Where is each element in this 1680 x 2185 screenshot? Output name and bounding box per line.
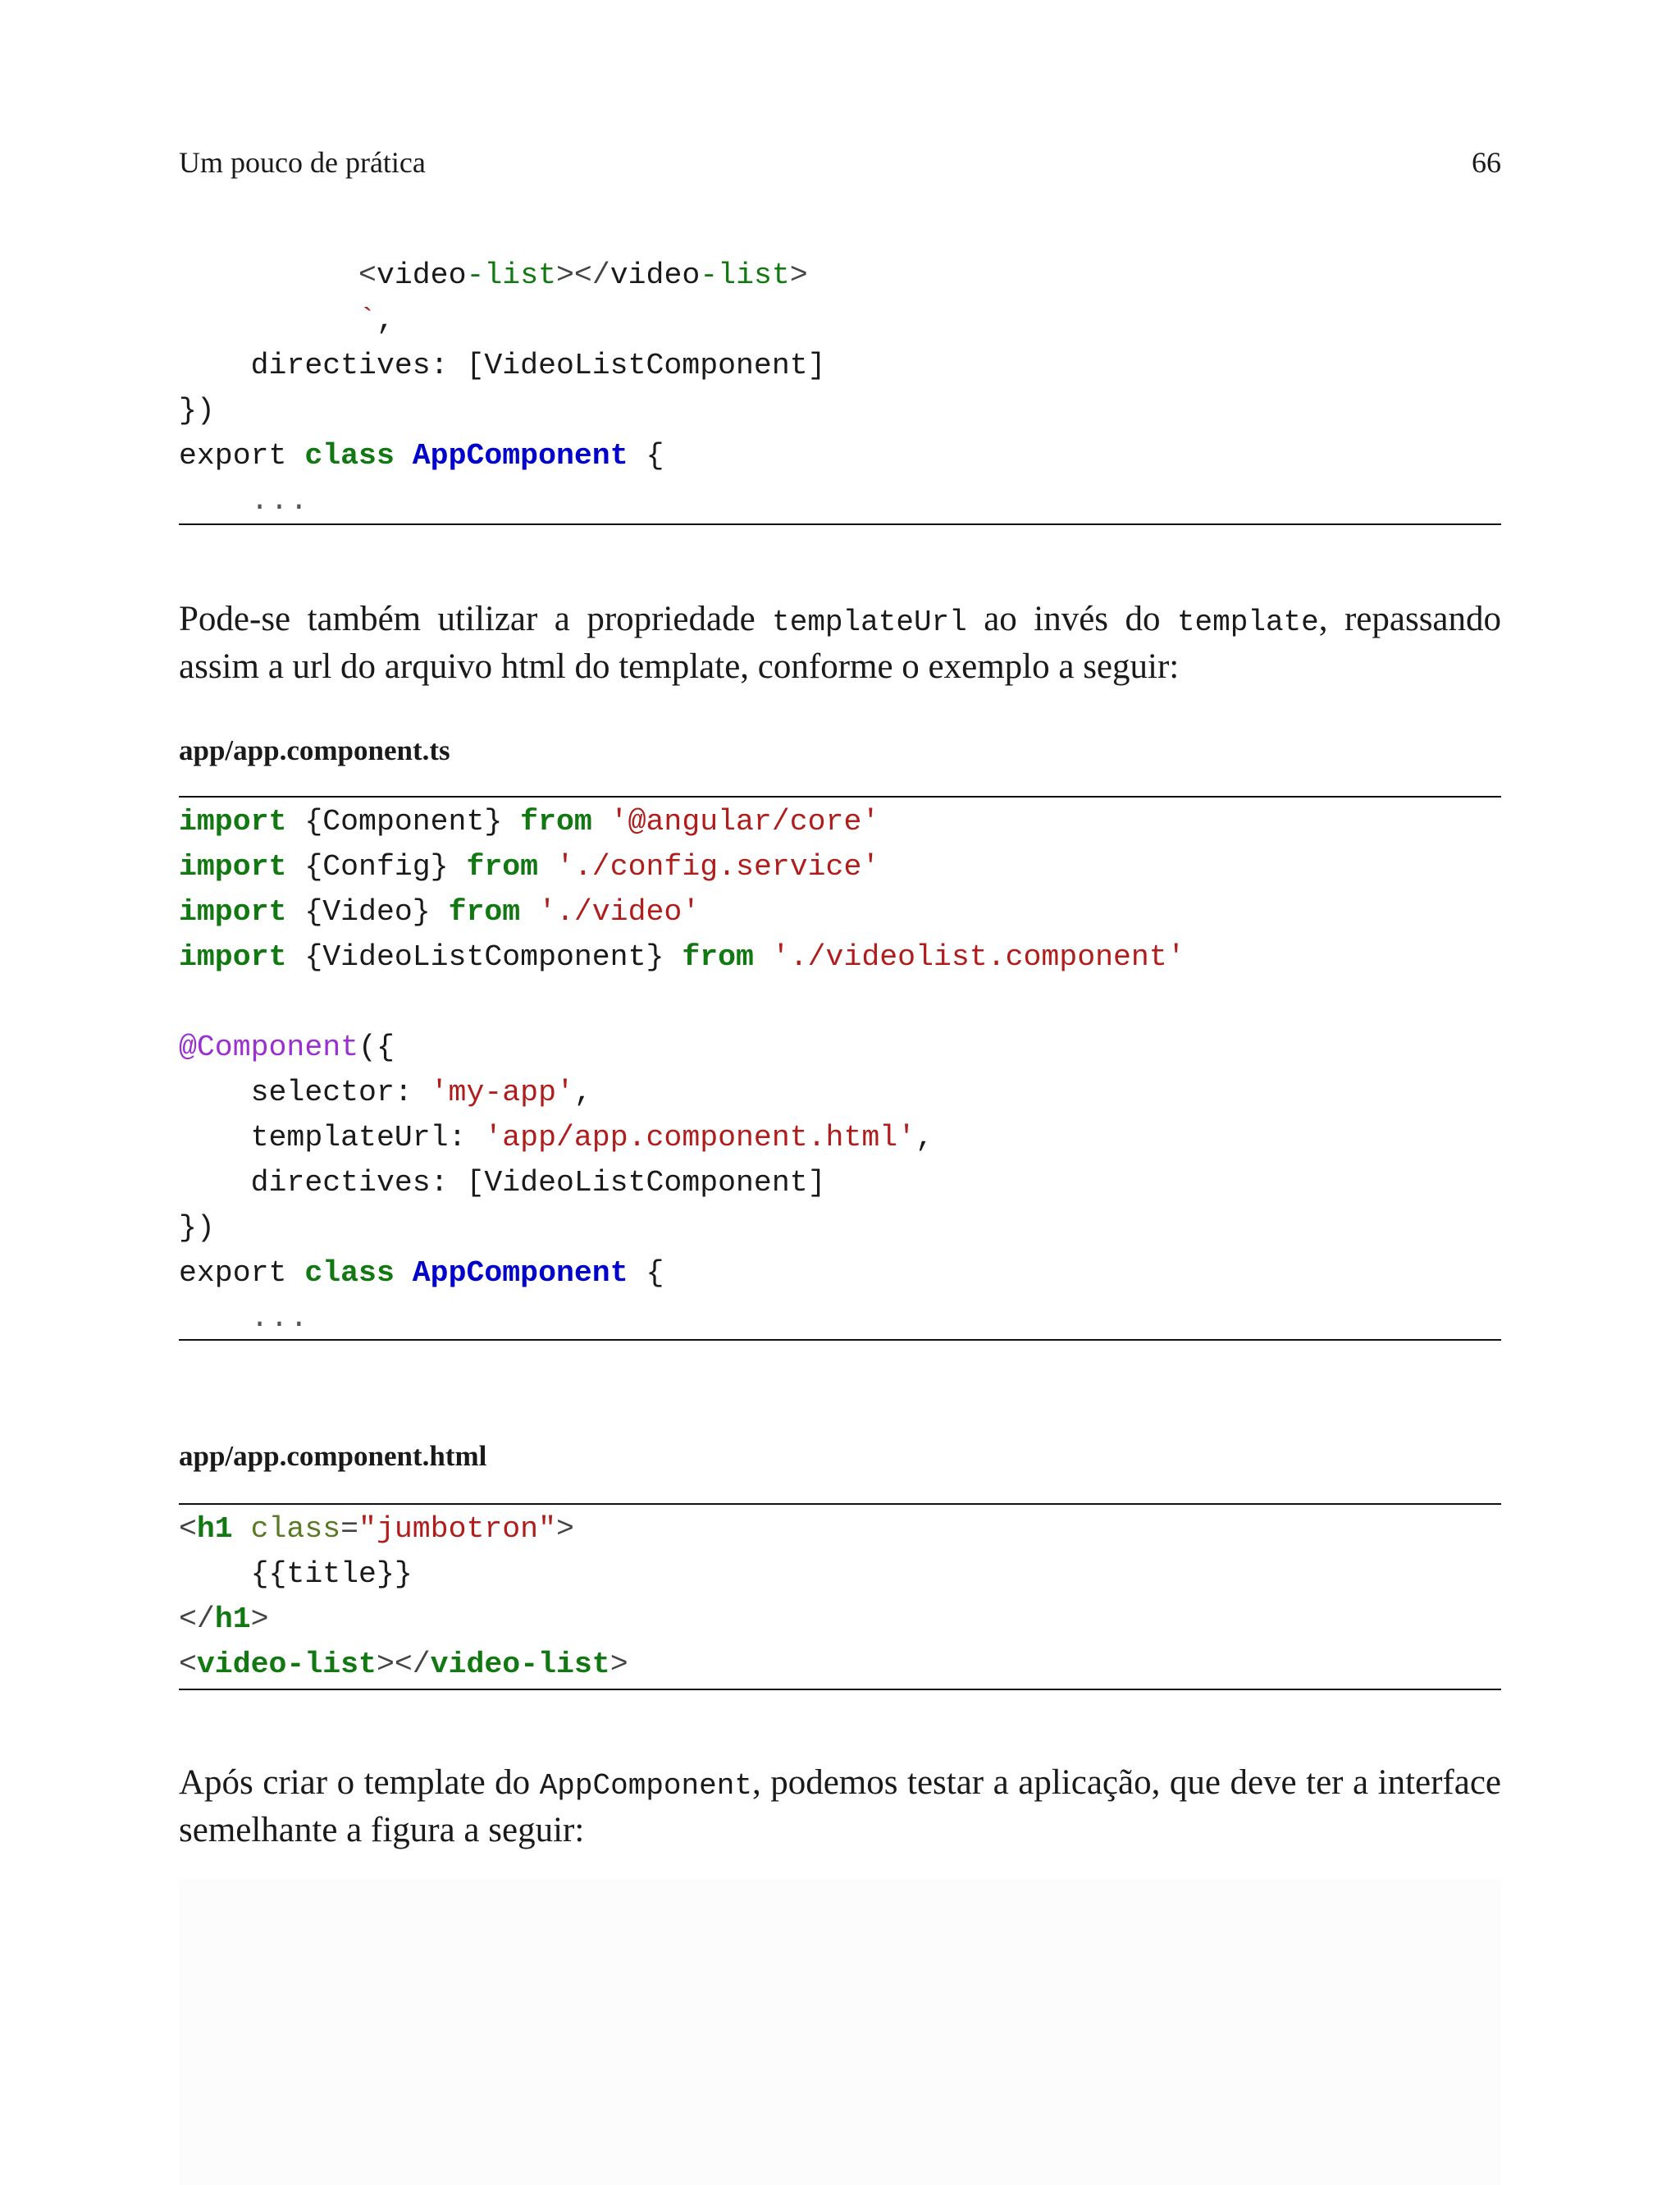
- code-block-top-rule: [179, 1503, 1501, 1505]
- code-caption-ts: app/app.component.ts: [179, 734, 450, 766]
- body-paragraph: Pode-se também utilizar a propriedade templateUrl ao invés do template, repassando assim a url do arquivo html do template, conforme o exemplo a seguir:: [179, 600, 1502, 686]
- running-header-title: Um pouco de prática: [179, 146, 426, 179]
- code-block-bottom-rule: [179, 523, 1501, 525]
- code-block-app-component-html: <h1 class="jumbotron"> {{title}} </h1> <video-list></video-list>: [179, 1512, 628, 1681]
- code-block-continuation: <video-list></video-list> `, directives: [VideoListComponent] }) export class AppComponent { ...: [179, 258, 826, 518]
- figure-placeholder-area: [179, 1879, 1501, 2185]
- code-block-bottom-rule: [179, 1689, 1501, 1690]
- code-block-bottom-rule: [179, 1339, 1501, 1341]
- body-paragraph: Após criar o template do AppComponent, podemos testar a aplicação, que deve ter a interface semelhante a figura a seguir:: [179, 1763, 1502, 1849]
- code-caption-html: app/app.component.html: [179, 1440, 487, 1472]
- page-number: 66: [1472, 146, 1501, 179]
- code-block-top-rule: [179, 796, 1501, 798]
- code-block-app-component-ts: import {Component} from '@angular/core' import {Config} from './config.service' import {Video} from './video' import {VideoListComponent} from './videolist.component' @Component({ selector: 'my-app', templateUrl: 'app/app.component.html', directives: [VideoListComponent] }) export class AppComponent { ...: [179, 805, 1185, 1335]
